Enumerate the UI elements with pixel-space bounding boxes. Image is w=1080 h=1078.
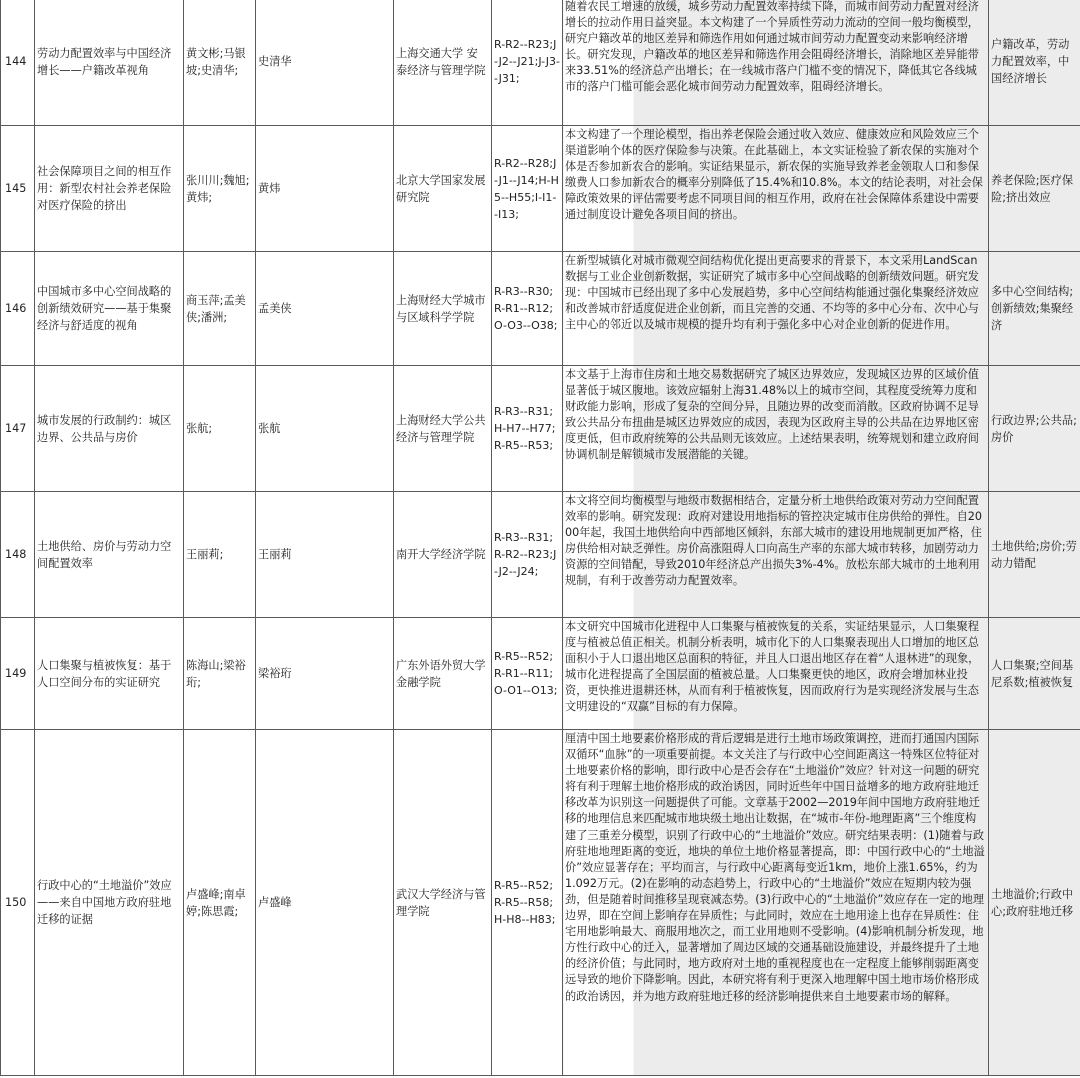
row-number: 144 [1,0,35,126]
paper-title: 中国城市多中心空间战略的创新绩效研究——基于集聚经济与舒适度的视角 [35,252,184,366]
paper-keywords: 土地供给;房价;劳动力错配 [989,492,1080,618]
table-row [1,730,1080,1076]
paper-abstract: 本文将空间均衡模型与地级市数据相结合，定量分析土地供给政策对劳动力空间配置效率的影响。研究发现：政府对建设用地指标的管控决定城市住房供给的弹性。自2000年起，我国土地供给向中西部地区倾斜，东部大城市的建设用地规制更加严格，住房供给相对缺乏弹性。房价高涨阻碍人口向高生产率的东部大城市转移，加剧劳动力资源的空间错配，导致2010年经济总产出损失3%-4%。放松东部大城市的土地利用规制，有利于改善劳动力配置效率。 [563,492,989,618]
paper-title: 社会保障项目之间的相互作用：新型农村社会养老保险对医疗保险的挤出 [35,126,184,252]
paper-abstract: 厘清中国土地要素价格形成的背后逻辑是进行土地市场政策调控，进而打通国内国际双循环“血脉”的一项重要前提。本文关注了与行政中心空间距离这一特殊区位特征对土地要素价格的影响，即行政中心是否会存在“土地溢价”效应？针对这一问题的研究将有利于理解土地价格形成的政治诱因，同时近些年中国日益增多的地方政府驻地迁移改革为识别这一问题提供了可能。文章基于2002—2019年间中国地方政府驻地迁移的地理信息来匹配城市地块级土地出让数据，在“城市-年份-地理距离”三个维度构建了三重差分模型，识别了行政中心的“土地溢价”效应。研究结果表明：(1)随着与政府驻地地理距离的变近，地块的单位土地价格显著提高，即：中国行政中心的“土地溢价”效应显著存在；平均而言，与行政中心距离每变近1km，地价上涨1.65%，约为1.092万元。(2)在影响的动态趋势上，行政中心的“土地溢价”效应在短期内较为强劲，但是随着时间推移呈现衰减态势。(3)行政中心的“土地溢价”效应存在一定的地理边界，即在空间上影响存在异质性；与此同时，效应在土地用途上也存在异质性：住宅用地影响最大、商服用地次之，而工业用地则不受影响。(4)影响机制分析发现，地方性行政中心的迁入，显著增加了周边区域的交通基础设施建设，并最终提升了土地的经济价值；与此同时，地方政府对土地的重视程度也在一定程度上能够削弱距离变远导致的地价下降影响。因此，本研究将有利于更深入地理解中国土地市场价格形成的政治诱因，并为地方政府驻地迁移的经济影响提供来自土地要素市场的解释。 [563,730,989,1076]
table-row [1,0,1080,126]
author-institution: 南开大学经济学院 [394,492,492,618]
author-institution: 上海财经大学城市与区域科学学院 [394,252,492,366]
paper-abstract: 本文研究中国城市化进程中人口集聚与植被恢复的关系，实证结果显示，人口集聚程度与植被总值正相关。机制分析表明，城市化下的人口集聚表现出人口增加的地区总面积小于人口退出地区总面积的特征，并且人口退出地区存在着“人退林进”的现象，城市化进程提高了全国层面的植被总量。人口集聚更快的地区，政府会增加林业投资，更快推进退耕还林，从而有利于植被恢复，因而政府行为是实现经济发展与生态文明建设的“双赢”目标的有力保障。 [563,618,989,730]
paper-title: 行政中心的“土地溢价”效应——来自中国地方政府驻地迁移的证据 [35,730,184,1076]
jel-codes: R-R3--R30;R-R1--R12;O-O3--O38; [492,252,563,366]
corresponding-author: 王丽莉 [256,492,394,618]
jel-codes: R-R5--R52;R-R1--R11;O-O1--O13; [492,618,563,730]
author-institution: 上海财经大学公共经济与管理学院 [394,366,492,492]
paper-title: 土地供给、房价与劳动力空间配置效率 [35,492,184,618]
author-institution: 北京大学国家发展研究院 [394,126,492,252]
table-row [1,126,1080,252]
paper-keywords: 多中心空间结构;创新绩效;集聚经济 [989,252,1080,366]
paper-keywords: 行政边界;公共品;房价 [989,366,1080,492]
row-number: 150 [1,730,35,1076]
paper-title: 劳动力配置效率与中国经济增长——户籍改革视角 [35,0,184,126]
paper-keywords: 土地溢价;行政中心;政府驻地迁移 [989,730,1080,1076]
paper-authors: 张航; [184,366,256,492]
table-row [1,252,1080,366]
paper-abstract: 随着农民工增速的放缓，城乡劳动力配置效率持续下降，而城市间劳动力配置对经济增长的拉动作用日益突显。本文构建了一个异质性劳动力流动的空间一般均衡模型，研究户籍改革的地区差异和筛选作用如何通过城市间劳动力配置变动来影响经济增长。研究发现，户籍改革的地区差异和筛选作用会阻碍经济增长，消除地区差异能带来33.51%的经济总产出增长；在一线城市落户门槛不变的情况下，降低其它各线城市的落户门槛可能会恶化城市间劳动力配置效率，阻碍经济增长。 [563,0,989,126]
jel-codes: R-R2--R23;J-J2--J21;J-J3--J31; [492,0,563,126]
paper-authors: 王丽莉; [184,492,256,618]
paper-title: 人口集聚与植被恢复：基于人口空间分布的实证研究 [35,618,184,730]
paper-authors: 张川川;魏旭;黄炜; [184,126,256,252]
author-institution: 广东外语外贸大学金融学院 [394,618,492,730]
row-number: 149 [1,618,35,730]
paper-title: 城市发展的行政制约：城区边界、公共品与房价 [35,366,184,492]
paper-keywords: 养老保险;医疗保险;挤出效应 [989,126,1080,252]
table-row [1,618,1080,730]
paper-abstract: 在新型城镇化对城市微观空间结构优化提出更高要求的背景下，本文采用LandScan数据与工业企业创新数据，实证研究了城市多中心空间战略的创新绩效问题。研究发现：中国城市已经出现了多中心发展趋势，多中心空间结构能通过强化集聚经济效应和改善城市舒适度促进企业创新，而且完善的交通、不均等的多中心分布、次中心与主中心的邻近以及城市规模的提升均有利于强化多中心对企业创新的促进作用。 [563,252,989,366]
author-institution: 上海交通大学 安泰经济与管理学院 [394,0,492,126]
paper-abstract: 本文基于上海市住房和土地交易数据研究了城区边界效应，发现城区边界的区域价值显著低于城区腹地。该效应辐射上海31.48%以上的城市空间，其程度受统筹力度和财政能力影响，形成了复杂的空间分异，且随边界的改变而消散。区政府协调不足导致公共品分布扭曲是城区边界效应的成因，表现为区政府主导的公共品在边界地区密度更低，但市政府统筹的公共品则无该效应。上述结果表明，统筹规划和建立政府间协调机制是解锁城市发展潜能的关键。 [563,366,989,492]
paper-authors: 卢盛峰;南卓婷;陈思霞; [184,730,256,1076]
row-number: 145 [1,126,35,252]
table-row [1,366,1080,492]
corresponding-author: 黄炜 [256,126,394,252]
jel-codes: R-R3--R31;R-R2--R23;J-J2--J24; [492,492,563,618]
jel-codes: R-R3--R31;H-H7--H77;R-R5--R53; [492,366,563,492]
row-number: 148 [1,492,35,618]
jel-codes: R-R2--R28;J-J1--J14;H-H5--H55;I-I1--I13; [492,126,563,252]
paper-abstract: 本文构建了一个理论模型，指出养老保险会通过收入效应、健康效应和风险效应三个渠道影响个体的医疗保险参与决策。在此基础上，本文实证检验了新农保的实施对个体是否参加新农合的影响。实证结果显示，新农保的实施导致养老金领取人口和参保缴费人口参加新农合的概率分别降低了15.4%和10.8%。本文的结论表明，对社会保障政策效果的评估需要考虑不同项目间的相互作用，政府在社会保障体系建设中需要通过制度设计避免各项目间的挤出。 [563,126,989,252]
author-institution: 武汉大学经济与管理学院 [394,730,492,1076]
row-number: 146 [1,252,35,366]
corresponding-author: 卢盛峰 [256,730,394,1076]
corresponding-author: 史清华 [256,0,394,126]
row-number: 147 [1,366,35,492]
jel-codes: R-R5--R52;R-R5--R58;H-H8--H83; [492,730,563,1076]
table-row [1,492,1080,618]
paper-authors: 陈海山;梁裕珩; [184,618,256,730]
paper-keywords: 户籍改革，劳动力配置效率，中国经济增长 [989,0,1080,126]
paper-authors: 商玉萍;孟美侠;潘洲; [184,252,256,366]
paper-keywords: 人口集聚;空间基尼系数;植被恢复 [989,618,1080,730]
paper-authors: 黄文彬;马银坡;史清华; [184,0,256,126]
corresponding-author: 孟美侠 [256,252,394,366]
corresponding-author: 梁裕珩 [256,618,394,730]
corresponding-author: 张航 [256,366,394,492]
